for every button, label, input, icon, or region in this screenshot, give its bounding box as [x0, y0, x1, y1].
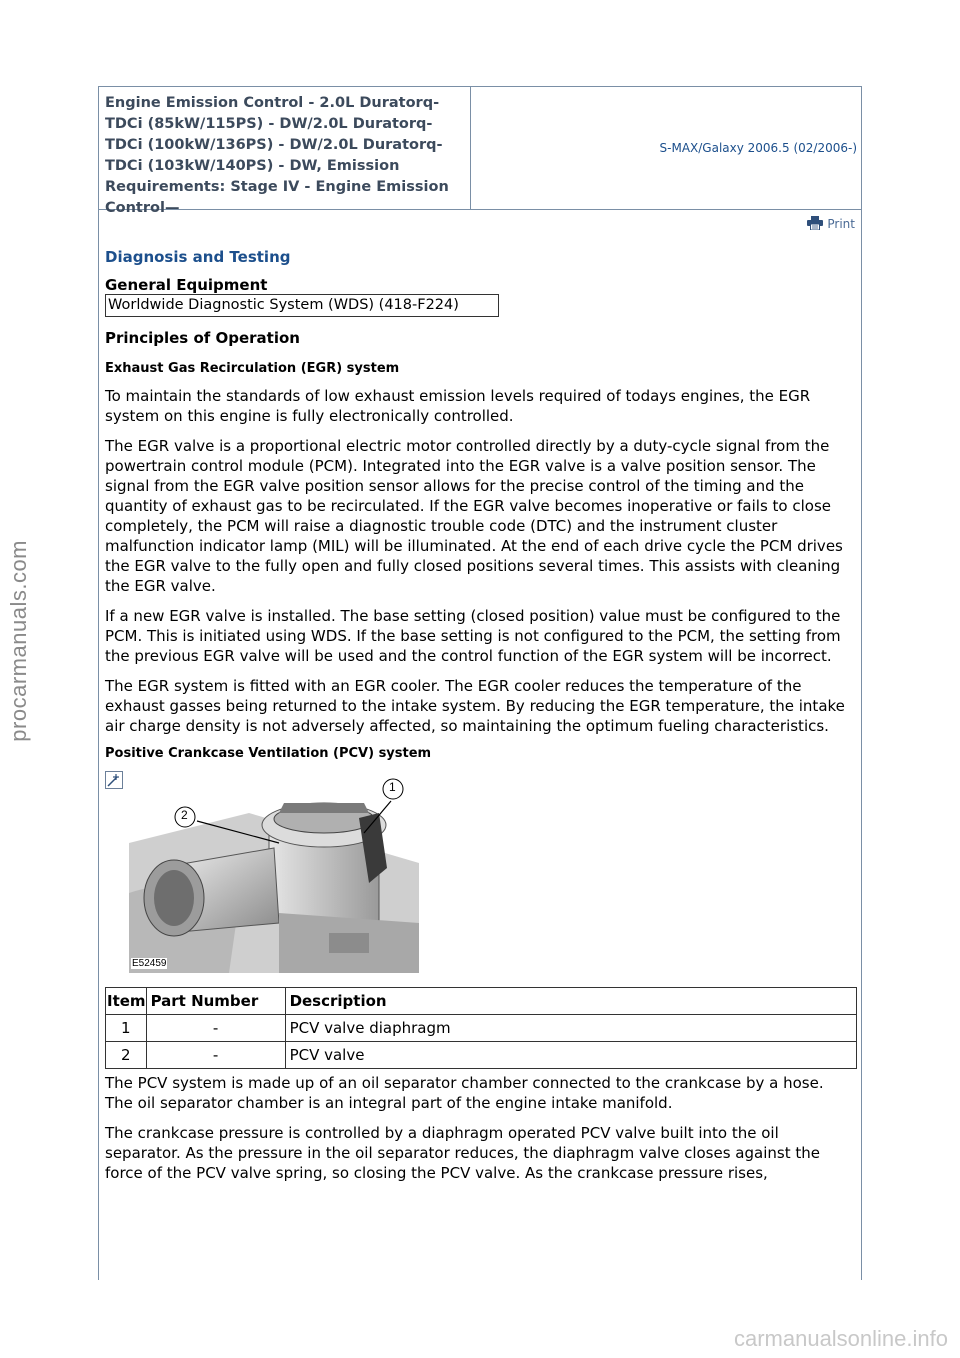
- side-watermark: procarmanuals.com: [6, 540, 31, 742]
- callout-1: 1: [389, 780, 396, 794]
- table-header-part-number: Part Number: [146, 988, 285, 1015]
- general-equipment-heading: General Equipment: [105, 276, 268, 294]
- callout-2: 2: [181, 808, 188, 822]
- table-cell-part-number: -: [146, 1042, 285, 1069]
- table-cell-part-number: -: [146, 1015, 285, 1042]
- equipment-item: Worldwide Diagnostic System (WDS) (418-F224): [105, 294, 499, 317]
- figure-row: [105, 771, 855, 973]
- manual-page: [98, 86, 862, 1280]
- document-title: Engine Emission Control - 2.0L Duratorq-TDCi (85kW/115PS) - DW/2.0L Duratorq-TDCi (100kW/136PS) - DW/2.0L Duratorq-TDCi (103kW/140PS) - DW, Emission Requirements: Stage IV - Engine Emission Control—: [99, 87, 471, 209]
- principles-heading: Principles of Operation: [105, 329, 300, 347]
- table-row: [106, 1015, 857, 1042]
- zoom-icon[interactable]: [105, 771, 123, 789]
- page-header: [99, 86, 861, 216]
- pcv-paragraph-2: The crankcase pressure is controlled by a diaphragm operated PCV valve built into the oil separator. As the pressure in the oil separator reduces, the diaphragm valve closes against the force of the PCV valve spring, so closing the PCV valve. As the crankcase pressure rises,: [105, 1124, 820, 1182]
- bottom-watermark: carmanualsonline.info: [733, 1326, 948, 1351]
- egr-paragraph-2: The EGR valve is a proportional electric motor controlled directly by a duty-cycle signal from the powertrain control module (PCM). Integrated into the EGR valve is a valve position sensor. The signal from the EGR valve position sensor allows for the precise control of the timing and the quantity of exhaust gas to be recirculated. If the EGR valve becomes inoperative or fails to close completely, the PCM will raise a diagnostic trouble code (DTC) and the instrument cluster malfunction indicator lamp (MIL) will be illuminated. At the end of each drive cycle the PCM drives the EGR valve to the fully open and fully closed positions several times. This assists with cleaning the EGR valve.: [105, 437, 843, 595]
- table-header-row: [106, 988, 857, 1015]
- pcv-heading: Positive Crankcase Ventilation (PCV) system: [105, 746, 432, 761]
- print-label: Print: [827, 217, 855, 231]
- table-row: [106, 1042, 857, 1069]
- pcv-paragraph-1: The PCV system is made up of an oil separator chamber connected to the crankcase by a hose. The oil separator chamber is an integral part of the engine intake manifold.: [105, 1074, 824, 1112]
- page-content: [99, 212, 861, 1183]
- table-cell-item: 2: [106, 1042, 147, 1069]
- egr-paragraph-3: If a new EGR valve is installed. The base setting (closed position) value must be configured to the PCM. This is initiated using WDS. If the base setting is not configured to the PCM, the setting from the previous EGR valve will be used and the control function of the EGR system will be incorrect.: [105, 607, 841, 665]
- section-title: Diagnosis and Testing: [105, 248, 291, 266]
- table-cell-description: PCV valve diaphragm: [285, 1015, 856, 1042]
- figure-code: E52459: [132, 958, 167, 969]
- egr-paragraph-1: To maintain the standards of low exhaust emission levels required of todays engines, the EGR system on this engine is fully electronically controlled.: [105, 387, 811, 425]
- table-header-item: Item: [106, 988, 147, 1015]
- parts-table: [105, 987, 857, 1069]
- printer-icon: [807, 216, 823, 233]
- table-cell-item: 1: [106, 1015, 147, 1042]
- egr-paragraph-4: The EGR system is fitted with an EGR cooler. The EGR cooler reduces the temperature of the exhaust gasses being returned to the intake system. By reducing the EGR temperature, the intake air charge density is not adversely affected, so maintaining the optimum fueling characteristics.: [105, 677, 845, 735]
- pcv-illustration: [129, 773, 419, 973]
- table-header-description: Description: [285, 988, 856, 1015]
- vehicle-model: S-MAX/Galaxy 2006.5 (02/2006-): [659, 141, 857, 155]
- table-cell-description: PCV valve: [285, 1042, 856, 1069]
- print-link[interactable]: [105, 212, 855, 236]
- egr-heading: Exhaust Gas Recirculation (EGR) system: [105, 361, 400, 376]
